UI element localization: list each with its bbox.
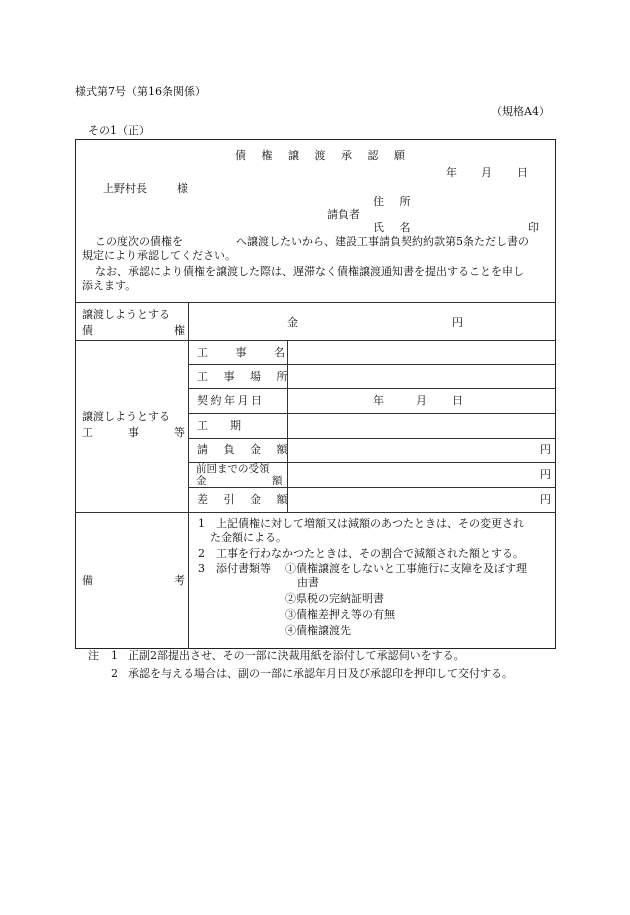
- row-label-construction-name: 工 事 名: [197, 346, 297, 359]
- note-2-text: 承認を与える場合は、副の一部に承認年月日及び承認印を押印して交付する。: [128, 667, 513, 680]
- row-label-contract-date: 契約年月日: [197, 394, 265, 407]
- balance-yen: 円: [540, 493, 551, 506]
- remark-item3-head: 3 添付書類等: [198, 562, 271, 575]
- body-text-2b: 添えます。: [82, 279, 137, 292]
- note-1-number: 1: [111, 649, 118, 662]
- claim-label-line2b: 権: [174, 324, 185, 337]
- construction-label-line1: 譲渡しようとする: [82, 410, 170, 423]
- remark-item2: 2 工事を行わなかつたときは、その割合で減額された額とする。: [198, 547, 524, 560]
- name-label: 氏 名: [373, 221, 417, 234]
- contract-amount-yen: 円: [540, 443, 551, 456]
- form-number: 様式第7号（第16条関係）: [75, 85, 206, 98]
- body-text-2a: なお、承認により債権を譲渡した際は、遅滞なく債権譲渡通知書を提出することを申し: [95, 265, 524, 278]
- note-1-text: 正副2部提出させ、その一部に決裁用紙を添付して承認伺いをする。: [128, 649, 465, 662]
- addressee: 上野村長: [103, 182, 147, 195]
- part-label: その1（正）: [88, 124, 150, 137]
- remark-item3-1b: 由書: [297, 576, 319, 589]
- body-text-1c: 規定により承認してください。: [82, 249, 236, 262]
- row-label-balance: 差 引 金 額: [197, 493, 294, 506]
- row-label-prev-received-line1: 前回までの受領: [196, 463, 270, 475]
- address-label: 住 所: [373, 195, 417, 208]
- divider-application: [75, 302, 556, 303]
- label-column-divider: [188, 302, 189, 649]
- remarks-label-a: 備: [82, 574, 93, 587]
- divider-construction: [75, 512, 556, 513]
- divider-row-1: [188, 364, 556, 365]
- construction-label-line2b: 事: [128, 426, 139, 439]
- date-year-label: 年: [446, 166, 457, 179]
- applicant-label: 請負者: [327, 208, 360, 221]
- seal-mark: 印: [528, 221, 539, 234]
- form-title: 債 権 譲 渡 承 認 願: [235, 149, 411, 162]
- remark-item3-4: ④債権譲渡先: [285, 624, 351, 637]
- body-text-1b: へ譲渡したいから、建設工事請負契約約款第5条ただし書の: [236, 235, 529, 248]
- paper-spec: （規格A4）: [491, 105, 550, 118]
- prev-received-yen: 円: [540, 468, 551, 481]
- body-text-1a: この度次の債権を: [95, 235, 183, 248]
- remark-item1-b: た金額による。: [210, 531, 287, 544]
- construction-label-line2a: 工: [82, 426, 93, 439]
- divider-row-2: [188, 388, 556, 389]
- remark-item3-1a: ①債権譲渡をしないと工事施行に支障を及ぼす理: [285, 562, 527, 575]
- claim-label-line2a: 債: [82, 324, 93, 337]
- divider-row-4: [188, 438, 556, 439]
- remark-item3-3: ③債権差押え等の有無: [285, 608, 395, 621]
- construction-label-line2c: 等: [174, 426, 185, 439]
- row-label-prev-received-line2b: 額: [272, 475, 283, 487]
- claim-kin: 金: [287, 316, 298, 329]
- remarks-label-b: 考: [174, 574, 185, 587]
- claim-yen: 円: [452, 316, 463, 329]
- contract-date-month: 月: [416, 394, 427, 407]
- date-day-label: 日: [517, 166, 528, 179]
- divider-row-3: [188, 413, 556, 414]
- row-label-construction-place: 工 事 場 所: [197, 370, 294, 383]
- notes-label: 注: [88, 649, 99, 662]
- divider-claim: [75, 340, 556, 341]
- divider-row-6: [188, 487, 556, 488]
- date-month-label: 月: [481, 166, 492, 179]
- addressee-honorific: 様: [177, 182, 188, 195]
- remark-item1-a: 1 上記債権に対して増額又は減額のあつたときは、その変更され: [198, 517, 524, 530]
- field-column-divider: [287, 340, 288, 512]
- claim-label-line1: 譲渡しようとする: [82, 308, 170, 321]
- contract-date-year: 年: [373, 394, 384, 407]
- row-label-period: 工 期: [197, 419, 241, 432]
- note-2-number: 2: [111, 667, 118, 680]
- contract-date-day: 日: [452, 394, 463, 407]
- row-label-contract-amount: 請 負 金 額: [197, 443, 294, 456]
- row-label-prev-received-line2a: 金: [196, 475, 207, 487]
- remark-item3-2: ②県税の完納証明書: [285, 592, 384, 605]
